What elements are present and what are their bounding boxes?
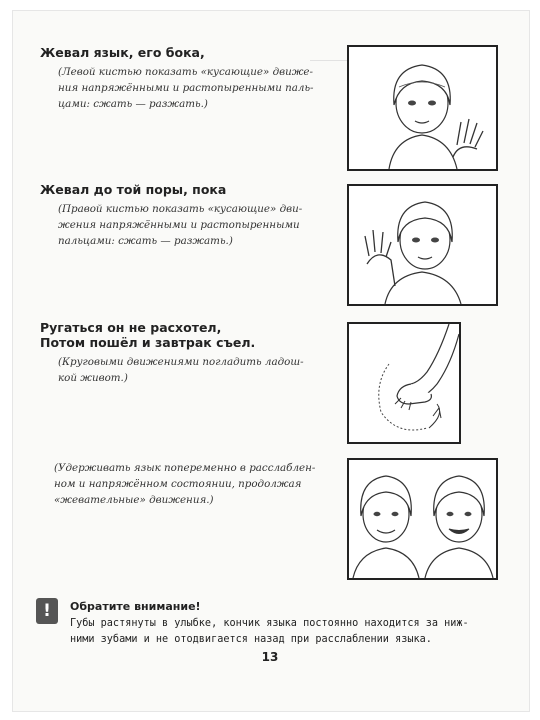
illustration-belly-circle [347,322,461,444]
attention-text [70,616,490,648]
instruction-note [54,460,330,508]
child-hand-drawing [349,47,496,169]
attention-title: Обратите внимание! [70,600,201,613]
child-hand-drawing [349,186,496,304]
illustration-two-faces [347,458,498,580]
note-line: пальцами: сжать — разжать.) [58,235,233,247]
note-line: (Круговыми движениями погладить ладош- [58,356,304,368]
verse-line: Жевал язык, его бока, [40,45,205,60]
instruction-note [58,64,330,112]
section-1 [40,45,330,112]
note-line: «жевательные» движения.) [54,494,214,506]
note-line: цами: сжать — разжать.) [58,98,208,110]
illustration-child-left-hand [347,45,498,171]
belly-rub-drawing [349,324,459,442]
verse-line: Ругаться он не расхотел, [40,320,222,335]
section-4 [40,456,330,508]
note-line: кой живот.) [58,372,128,384]
page-number: 13 [261,650,279,664]
attention-line: Губы растянуты в улыбке, кончик языка постоянно находится за ниж- [70,618,469,629]
section-2 [40,182,330,249]
instruction-note [58,354,330,386]
face-left [353,476,419,578]
note-line: (Удерживать язык попеременно в расслаблен- [54,462,316,474]
attention-box [36,598,496,650]
exclamation-icon: ! [36,598,58,624]
verse-line: Потом пошёл и завтрак съел. [40,335,256,350]
illustration-child-right-hand [347,184,498,306]
note-line: (Левой кистью показать «кусающие» движе- [58,66,313,78]
verse-line: Жевал до той поры, пока [40,182,227,197]
instruction-note [58,201,330,249]
section-3 [40,320,330,386]
note-line: (Правой кистью показать «кусающие» дви- [58,203,303,215]
note-line: ном и напряжённом состоянии, продолжая [54,478,302,490]
two-faces-drawing [349,460,496,578]
note-line: жения напряжёнными и растопыренными [58,219,300,231]
face-right [425,476,493,578]
note-line: ния напряжёнными и растопыренными паль- [58,82,314,94]
attention-line: ними зубами и не отодвигается назад при расслаблении языка. [70,634,432,645]
